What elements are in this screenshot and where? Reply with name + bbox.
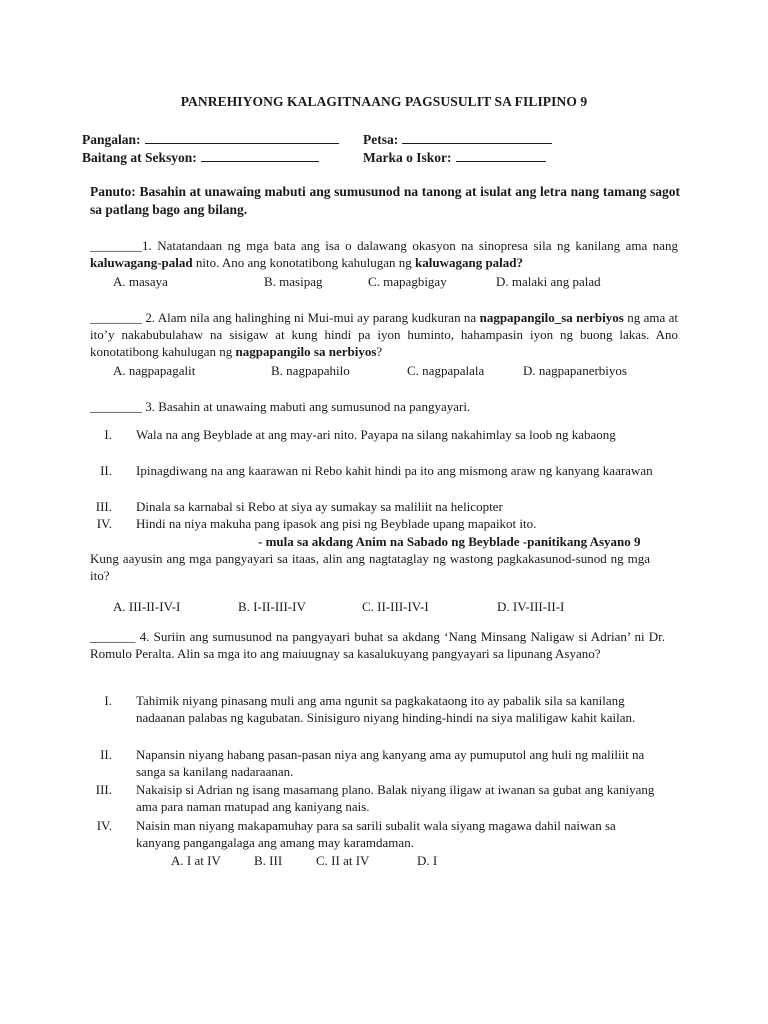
name-field: [82, 131, 339, 148]
answer-blank: ________: [90, 399, 142, 414]
choice: C. II-III-IV-I: [362, 599, 429, 614]
event-item: Napansin niyang habang pasan-pasan niya ang kanyang ama ay pumuputol ang huli ng maliliit na sanga sa kanilang nadaraanan.: [136, 747, 645, 779]
event-item: Tahimik niyang pinasang muli ang ama ngunit sa pagkakataong ito ay pabalik sila sa kanilang nadaanan palabas ng kagubatan. Sinisiguro niyang hinding-hindi na siya maliligaw kahit kailan.: [136, 693, 636, 725]
key-term: nagpapangilo sa nerbiyos: [235, 344, 377, 359]
roman-numeral: II.: [100, 747, 112, 762]
roman-numeral: II.: [100, 463, 112, 478]
instructions-text: Basahin at unawaing mabuti ang sumusunod na tanong at isulat ang letra nang tamang sagot sa patlang bago ang bilang.: [90, 184, 681, 217]
question-number: 2.: [145, 310, 156, 325]
choice: A. nagpapagalit: [113, 363, 196, 378]
instructions: [90, 183, 680, 219]
choice: D. nagpapanerbiyos: [523, 363, 627, 378]
choice: B. I-II-III-IV: [238, 599, 306, 614]
question-text: nito. Ano ang konotatibong kahulugan ng: [195, 255, 412, 270]
event-item: Hindi na niya makuha pang ipasok ang pisi ng Beyblade upang mapaikot ito.: [136, 516, 537, 531]
answer-blank: _______: [90, 629, 136, 644]
question-3: [90, 398, 470, 415]
choice: C. nagpapalala: [407, 363, 485, 378]
question-text: Natatandaan ng mga bata ang isa o dalawang okasyon na sinopresa sila ng kanilang ama nang: [157, 238, 679, 253]
question-text: Alam nila ang halinghing ni Mui-mui ay parang kudkuran na: [157, 310, 477, 325]
choice: D. I: [417, 853, 438, 868]
date-field: [363, 131, 552, 148]
question-2: [90, 309, 678, 360]
roman-numeral: I.: [104, 427, 112, 442]
event-item: Naisin man niyang makapamuhay para sa sarili subalit wala siyang magawa dahil naiwan sa kanyang pangangalaga ang amang may karamdaman.: [136, 818, 616, 850]
roman-numeral: IV.: [96, 516, 112, 531]
question-text: 4. Suriin ang sumusunod na pangyayari buhat sa akdang ‘Nang Minsang Naligaw si Adrian’ ni Dr. Romulo Peralta. Alin sa mga ito ang maiuugnay sa kasalukuyang pangyayari sa lipunang Asyano?: [90, 629, 665, 661]
source-citation: - mula sa akdang Anim na Sabado ng Beyblade -panitikang Asyano 9: [258, 534, 641, 549]
question-1: [90, 237, 678, 271]
choice: B. III: [254, 853, 283, 868]
section-field: [82, 149, 319, 166]
key-term: nagpapangilo_sa nerbiyos: [479, 310, 624, 325]
answer-blank: ________: [90, 310, 142, 325]
instructions-label: Panuto:: [90, 184, 136, 199]
page-title: PANREHIYONG KALAGITNAANG PAGSUSULIT SA FILIPINO 9: [180, 94, 588, 109]
name-label: Pangalan:: [82, 132, 141, 147]
question-3-prompt: Kung aayusin ang mga pangyayari sa itaas, alin ang nagtataglay ng wastong pagkakasunod-sunod ng mga ito?: [90, 551, 650, 583]
roman-numeral: III.: [95, 499, 112, 514]
name-blank: [145, 131, 339, 144]
section-blank: [201, 149, 319, 162]
question-text: ?: [376, 344, 383, 359]
answer-blank: ________: [90, 238, 142, 253]
question-text: ng ama at ito’y nakabubulahaw na sisigaw at kung hindi pa iyon huminto, hahampasin iyon ng buong lakas. Ano konotatibong kahulugan ng: [90, 310, 678, 359]
roman-numeral: I.: [104, 693, 112, 708]
question-4: [90, 628, 665, 662]
score-field: [363, 149, 546, 166]
key-term: kaluwagang palad?: [415, 255, 524, 270]
event-item: Nakaisip si Adrian ng isang masamang plano. Balak niyang iligaw at iwanan sa gubat ang kaniyang ama para naman matupad ang kaniyang nais.: [136, 782, 655, 814]
choice: C. II at IV: [316, 853, 370, 868]
event-item: Dinala sa karnabal si Rebo at siya ay sumakay sa maliliit na helicopter: [136, 499, 503, 514]
choice: B. nagpapahilo: [271, 363, 350, 378]
choice: B. masipag: [264, 274, 323, 289]
event-item: Ipinagdiwang na ang kaarawan ni Rebo kahit hindi pa ito ang mismong araw ng kanyang kaarawan: [136, 463, 653, 478]
event-item: Wala na ang Beyblade at ang may-ari nito. Payapa na silang nakahimlay sa loob ng kabaong: [136, 427, 616, 442]
roman-numeral: IV.: [96, 818, 112, 833]
question-text: 3. Basahin at unawaing mabuti ang sumusunod na pangyayari.: [145, 399, 471, 414]
choice: A. III-II-IV-I: [113, 599, 181, 614]
score-blank: [456, 149, 546, 162]
choice: A. I at IV: [171, 853, 221, 868]
date-label: Petsa:: [363, 132, 399, 147]
choice: A. masaya: [113, 274, 168, 289]
roman-numeral: III.: [95, 782, 112, 797]
date-blank: [402, 131, 552, 144]
choice: D. IV-III-II-I: [497, 599, 565, 614]
score-label: Marka o Iskor:: [363, 150, 452, 165]
key-term: kaluwagang-palad: [90, 255, 193, 270]
choice: D. malaki ang palad: [496, 274, 601, 289]
section-label: Baitang at Seksyon:: [82, 150, 197, 165]
choice: C. mapagbigay: [368, 274, 447, 289]
question-number: 1.: [142, 238, 152, 253]
